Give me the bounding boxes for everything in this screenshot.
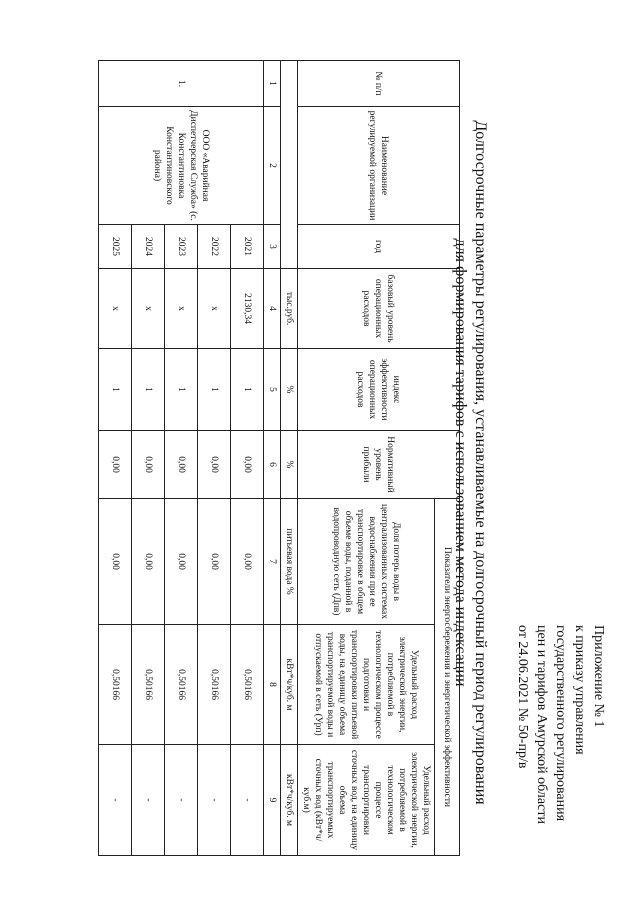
unit-loss: питьевая вода % bbox=[281, 499, 298, 625]
cell-elec-water: 0,50166 bbox=[231, 625, 264, 745]
cell-year: 2023 bbox=[165, 225, 198, 269]
header-year: год bbox=[298, 225, 460, 269]
cell-loss: 0,00 bbox=[231, 499, 264, 625]
colnum: 7 bbox=[264, 499, 281, 625]
header-elec-water: Удельный расход электрической энергии, потребляемой в технологическом процессе подготовки и транспортировки питьевой воды, на единицу объема транспортируемой воды и отпускаемой в сеть (Урп) bbox=[298, 625, 435, 745]
unit-profit: % bbox=[281, 431, 298, 499]
cell-base: 2130,34 bbox=[231, 269, 264, 349]
cell-base: x bbox=[165, 269, 198, 349]
header-org: Наименование регулируемой организации bbox=[298, 107, 460, 225]
cell-profit: 0,00 bbox=[132, 431, 165, 499]
appendix-line: цен и тарифов Амурской области bbox=[534, 625, 549, 824]
colnum: 2 bbox=[264, 107, 281, 225]
cell-index: 1 bbox=[165, 349, 198, 431]
cell-index: 1 bbox=[198, 349, 231, 431]
cell-loss: 0,00 bbox=[198, 499, 231, 625]
unit-elec-sewer: кВт*ч/куб. м bbox=[281, 745, 298, 856]
header-loss: Доля потерь воды в централизованных системах водоснабжения при ее транспортировке в общем объеме воды, поданной в водопроводную сеть (Дпв) bbox=[298, 499, 435, 625]
cell-loss: 0,00 bbox=[165, 499, 198, 625]
cell-base: x bbox=[99, 269, 132, 349]
header-profit: Нормативный уровень прибыли bbox=[298, 431, 460, 499]
appendix-line: государственного регулирования bbox=[553, 625, 568, 822]
colnum: 8 bbox=[264, 625, 281, 745]
colnum: 4 bbox=[264, 269, 281, 349]
cell-year: 2025 bbox=[99, 225, 132, 269]
header-num: № п/п bbox=[298, 61, 460, 107]
cell-elec-sewer: - bbox=[231, 745, 264, 856]
cell-profit: 0,00 bbox=[99, 431, 132, 499]
cell-elec-water: 0,50166 bbox=[165, 625, 198, 745]
cell-elec-sewer: - bbox=[198, 745, 231, 856]
colnum: 6 bbox=[264, 431, 281, 499]
org-name: ООО «Аварийная Диспетчерская Служба» (с. Константиновка Константиновского района) bbox=[99, 107, 264, 225]
cell-index: 1 bbox=[231, 349, 264, 431]
colnum: 5 bbox=[264, 349, 281, 431]
cell-profit: 0,00 bbox=[165, 431, 198, 499]
parameters-table bbox=[98, 60, 460, 856]
cell-elec-water: 0,50166 bbox=[99, 625, 132, 745]
cell-year: 2022 bbox=[198, 225, 231, 269]
title-line: для формирования тарифов с использованием метода индексации bbox=[452, 238, 469, 687]
unit-base: тыс.руб. bbox=[281, 269, 298, 349]
cell-elec-sewer: - bbox=[99, 745, 132, 856]
cell-elec-water: 0,50166 bbox=[132, 625, 165, 745]
cell-loss: 0,00 bbox=[132, 499, 165, 625]
header-group: Показатели энергосбережения и энергетической эффективности bbox=[435, 499, 460, 856]
cell-elec-water: 0,50166 bbox=[198, 625, 231, 745]
header-index: индекс эффективности операционных расходов bbox=[298, 349, 460, 431]
appendix-line: от 24.06.2021 № 50-пр/в bbox=[515, 625, 530, 769]
cell-elec-sewer: - bbox=[165, 745, 198, 856]
cell-elec-sewer: - bbox=[132, 745, 165, 856]
appendix-line: к приказу управления bbox=[572, 625, 587, 755]
title-line: Долгосрочные параметры регулирования, устанавливаемые на долгосрочный период регулирования bbox=[472, 120, 489, 805]
cell-profit: 0,00 bbox=[231, 431, 264, 499]
unit-elec-water: кВт*ч/куб. м bbox=[281, 625, 298, 745]
header-elec-sewer: Удельный расход электрической энергии, потребляемой в технологическом процессе транспортировки сточных вод, на единицу объема транспортируемых сточных вод (кВт*ч/куб.м) bbox=[298, 745, 435, 856]
unit-index: % bbox=[281, 349, 298, 431]
table-row bbox=[231, 61, 264, 856]
cell-index: 1 bbox=[132, 349, 165, 431]
cell-index: 1 bbox=[99, 349, 132, 431]
cell-base: x bbox=[132, 269, 165, 349]
cell-year: 2021 bbox=[231, 225, 264, 269]
colnum: 9 bbox=[264, 745, 281, 856]
colnum: 3 bbox=[264, 225, 281, 269]
appendix-line: Приложение № 1 bbox=[591, 625, 606, 728]
header-base: базовый уровень операционных расходов bbox=[298, 269, 460, 349]
colnum: 1 bbox=[264, 61, 281, 107]
cell-year: 2024 bbox=[132, 225, 165, 269]
org-number: 1. bbox=[99, 61, 264, 107]
appendix-block bbox=[513, 625, 608, 865]
cell-loss: 0,00 bbox=[99, 499, 132, 625]
cell-base: x bbox=[198, 269, 231, 349]
cell-profit: 0,00 bbox=[198, 431, 231, 499]
